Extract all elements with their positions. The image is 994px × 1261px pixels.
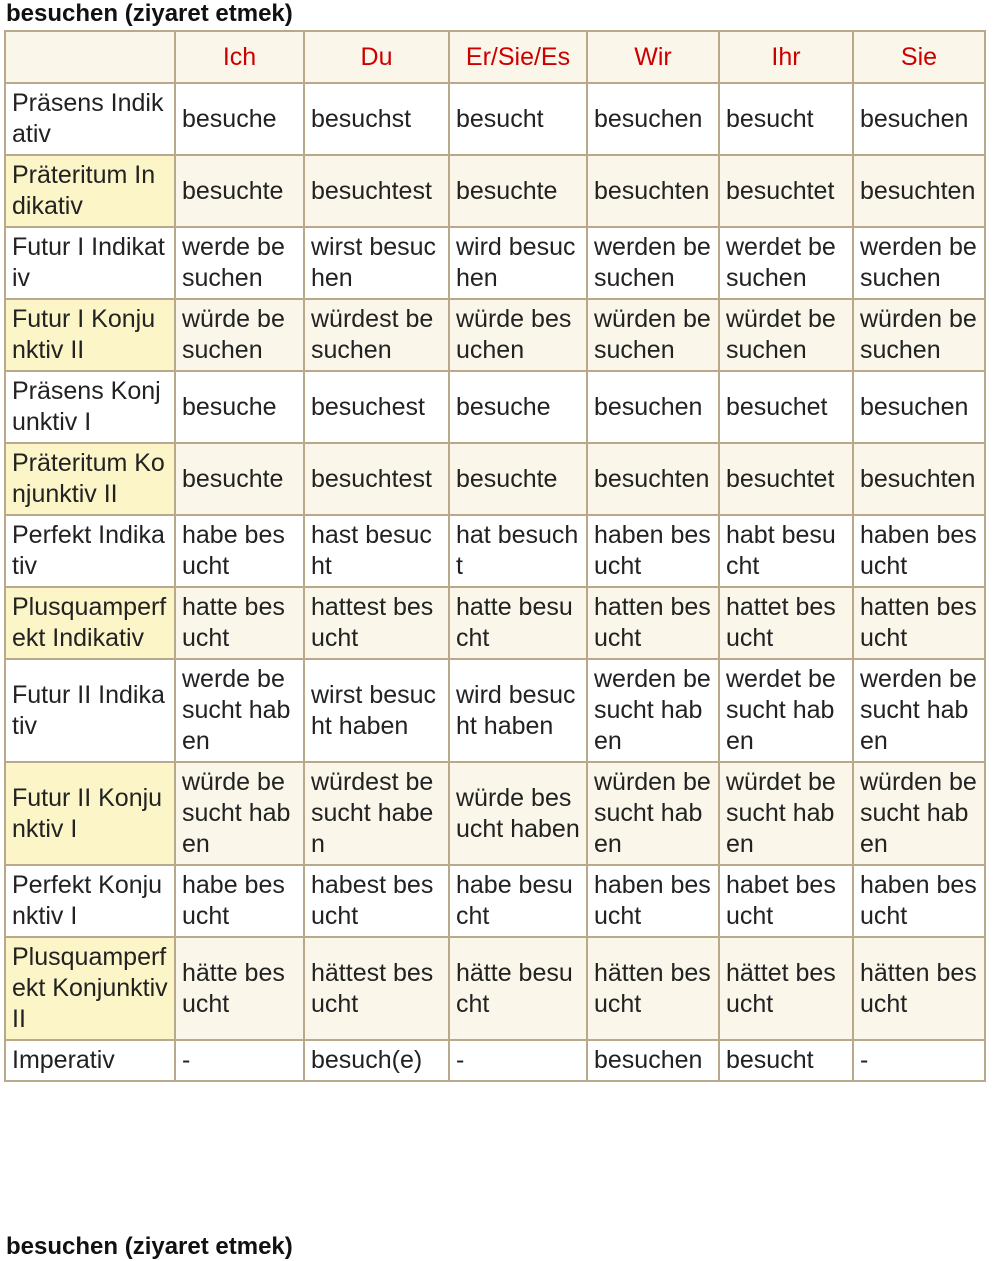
column-header-ich: Ich bbox=[175, 31, 304, 83]
conjugation-cell: hättet besucht bbox=[719, 937, 853, 1040]
conjugation-cell: - bbox=[853, 1040, 985, 1081]
column-header-sie: Sie bbox=[853, 31, 985, 83]
tense-label: Präteritum Konjunktiv II bbox=[5, 443, 175, 515]
conjugation-cell: habe besucht bbox=[449, 865, 587, 937]
conjugation-cell: besuchte bbox=[175, 443, 304, 515]
table-row bbox=[5, 1040, 985, 1081]
column-header-er-sie-es: Er/Sie/Es bbox=[449, 31, 587, 83]
header-row bbox=[5, 31, 985, 83]
conjugation-cell: habt besucht bbox=[719, 515, 853, 587]
conjugation-cell: besucht bbox=[719, 1040, 853, 1081]
conjugation-cell: haben besucht bbox=[587, 515, 719, 587]
conjugation-cell: hätten besucht bbox=[587, 937, 719, 1040]
conjugation-cell: wirst besucht haben bbox=[304, 659, 449, 762]
conjugation-cell: werden besucht haben bbox=[587, 659, 719, 762]
conjugation-cell: - bbox=[449, 1040, 587, 1081]
conjugation-cell: würde besucht haben bbox=[449, 762, 587, 865]
conjugation-cell: habe besucht bbox=[175, 515, 304, 587]
conjugation-cell: habe besucht bbox=[175, 865, 304, 937]
conjugation-cell: besuch(e) bbox=[304, 1040, 449, 1081]
conjugation-cell: würdet besucht haben bbox=[719, 762, 853, 865]
conjugation-cell: besuchte bbox=[449, 443, 587, 515]
conjugation-cell: habest besucht bbox=[304, 865, 449, 937]
conjugation-cell: besuchst bbox=[304, 83, 449, 155]
conjugation-cell: würdet besuchen bbox=[719, 299, 853, 371]
tense-label: Plusquamperfekt Indikativ bbox=[5, 587, 175, 659]
conjugation-cell: werde besuchen bbox=[175, 227, 304, 299]
conjugation-cell: werden besuchen bbox=[587, 227, 719, 299]
conjugation-cell: hast besucht bbox=[304, 515, 449, 587]
conjugation-cell: haben besucht bbox=[853, 515, 985, 587]
conjugation-cell: hatte besucht bbox=[449, 587, 587, 659]
table-row bbox=[5, 865, 985, 937]
conjugation-cell: besuchten bbox=[587, 443, 719, 515]
table-row bbox=[5, 937, 985, 1040]
conjugation-cell: werdet besuchen bbox=[719, 227, 853, 299]
table-row bbox=[5, 155, 985, 227]
conjugation-cell: wird besuchen bbox=[449, 227, 587, 299]
conjugation-table bbox=[4, 30, 986, 1082]
next-section-title: besuchen (ziyaret etmek) bbox=[6, 1233, 293, 1260]
conjugation-cell: würdest besuchen bbox=[304, 299, 449, 371]
conjugation-cell: haben besucht bbox=[587, 865, 719, 937]
tense-label: Präteritum Indikativ bbox=[5, 155, 175, 227]
tense-label: Futur II Indikativ bbox=[5, 659, 175, 762]
conjugation-cell: hätte besucht bbox=[449, 937, 587, 1040]
table-row bbox=[5, 515, 985, 587]
column-header-du: Du bbox=[304, 31, 449, 83]
conjugation-cell: besuchet bbox=[719, 371, 853, 443]
conjugation-cell: hättest besucht bbox=[304, 937, 449, 1040]
conjugation-cell: besuchen bbox=[587, 83, 719, 155]
table-row bbox=[5, 299, 985, 371]
tense-label: Plusquamperfekt Konjunktiv II bbox=[5, 937, 175, 1040]
conjugation-cell: habet besucht bbox=[719, 865, 853, 937]
conjugation-cell: besuchten bbox=[853, 443, 985, 515]
conjugation-cell: hatte besucht bbox=[175, 587, 304, 659]
conjugation-cell: besucht bbox=[449, 83, 587, 155]
conjugation-cell: würde besucht haben bbox=[175, 762, 304, 865]
conjugation-cell: würden besuchen bbox=[587, 299, 719, 371]
conjugation-cell: hätten besucht bbox=[853, 937, 985, 1040]
tense-label: Imperativ bbox=[5, 1040, 175, 1081]
column-header-wir: Wir bbox=[587, 31, 719, 83]
conjugation-cell: haben besucht bbox=[853, 865, 985, 937]
conjugation-cell: wird besucht haben bbox=[449, 659, 587, 762]
tense-label: Perfekt Konjunktiv I bbox=[5, 865, 175, 937]
conjugation-cell: werden besuchen bbox=[853, 227, 985, 299]
conjugation-cell: besuche bbox=[449, 371, 587, 443]
conjugation-cell: besuchte bbox=[449, 155, 587, 227]
tense-label: Präsens Indikativ bbox=[5, 83, 175, 155]
conjugation-cell: wirst besuchen bbox=[304, 227, 449, 299]
conjugation-cell: hatten besucht bbox=[587, 587, 719, 659]
conjugation-cell: würde besuchen bbox=[175, 299, 304, 371]
conjugation-cell: würden besucht haben bbox=[587, 762, 719, 865]
conjugation-cell: besuchtet bbox=[719, 155, 853, 227]
tense-label: Futur I Konjunktiv II bbox=[5, 299, 175, 371]
conjugation-cell: besuchte bbox=[175, 155, 304, 227]
conjugation-cell: hatten besucht bbox=[853, 587, 985, 659]
conjugation-cell: besuchtest bbox=[304, 155, 449, 227]
conjugation-cell: hat besucht bbox=[449, 515, 587, 587]
conjugation-cell: würdest besucht haben bbox=[304, 762, 449, 865]
conjugation-cell: - bbox=[175, 1040, 304, 1081]
table-row bbox=[5, 762, 985, 865]
conjugation-cell: besuchten bbox=[853, 155, 985, 227]
table-row bbox=[5, 227, 985, 299]
conjugation-cell: besuche bbox=[175, 83, 304, 155]
conjugation-cell: würden besucht haben bbox=[853, 762, 985, 865]
tense-label: Futur II Konjunktiv I bbox=[5, 762, 175, 865]
tense-label: Futur I Indikativ bbox=[5, 227, 175, 299]
conjugation-cell: besuchen bbox=[853, 83, 985, 155]
conjugation-cell: besucht bbox=[719, 83, 853, 155]
table-row bbox=[5, 83, 985, 155]
conjugation-cell: besuche bbox=[175, 371, 304, 443]
conjugation-cell: hattest besucht bbox=[304, 587, 449, 659]
column-header-ihr: Ihr bbox=[719, 31, 853, 83]
conjugation-cell: würden besuchen bbox=[853, 299, 985, 371]
tense-label: Perfekt Indikativ bbox=[5, 515, 175, 587]
table-row bbox=[5, 587, 985, 659]
conjugation-cell: hattet besucht bbox=[719, 587, 853, 659]
table-row bbox=[5, 659, 985, 762]
tense-label: Präsens Konjunktiv I bbox=[5, 371, 175, 443]
conjugation-cell: besuchen bbox=[587, 1040, 719, 1081]
conjugation-cell: werdet besucht haben bbox=[719, 659, 853, 762]
conjugation-cell: würde besuchen bbox=[449, 299, 587, 371]
conjugation-cell: besuchest bbox=[304, 371, 449, 443]
conjugation-cell: besuchtet bbox=[719, 443, 853, 515]
conjugation-cell: werden besucht haben bbox=[853, 659, 985, 762]
conjugation-cell: besuchtest bbox=[304, 443, 449, 515]
conjugation-cell: werde besucht haben bbox=[175, 659, 304, 762]
conjugation-cell: besuchen bbox=[853, 371, 985, 443]
corner-cell bbox=[5, 31, 175, 83]
conjugation-cell: besuchten bbox=[587, 155, 719, 227]
conjugation-cell: hätte besucht bbox=[175, 937, 304, 1040]
table-row bbox=[5, 371, 985, 443]
conjugation-cell: besuchen bbox=[587, 371, 719, 443]
verb-title: besuchen (ziyaret etmek) bbox=[6, 0, 293, 27]
table-row bbox=[5, 443, 985, 515]
